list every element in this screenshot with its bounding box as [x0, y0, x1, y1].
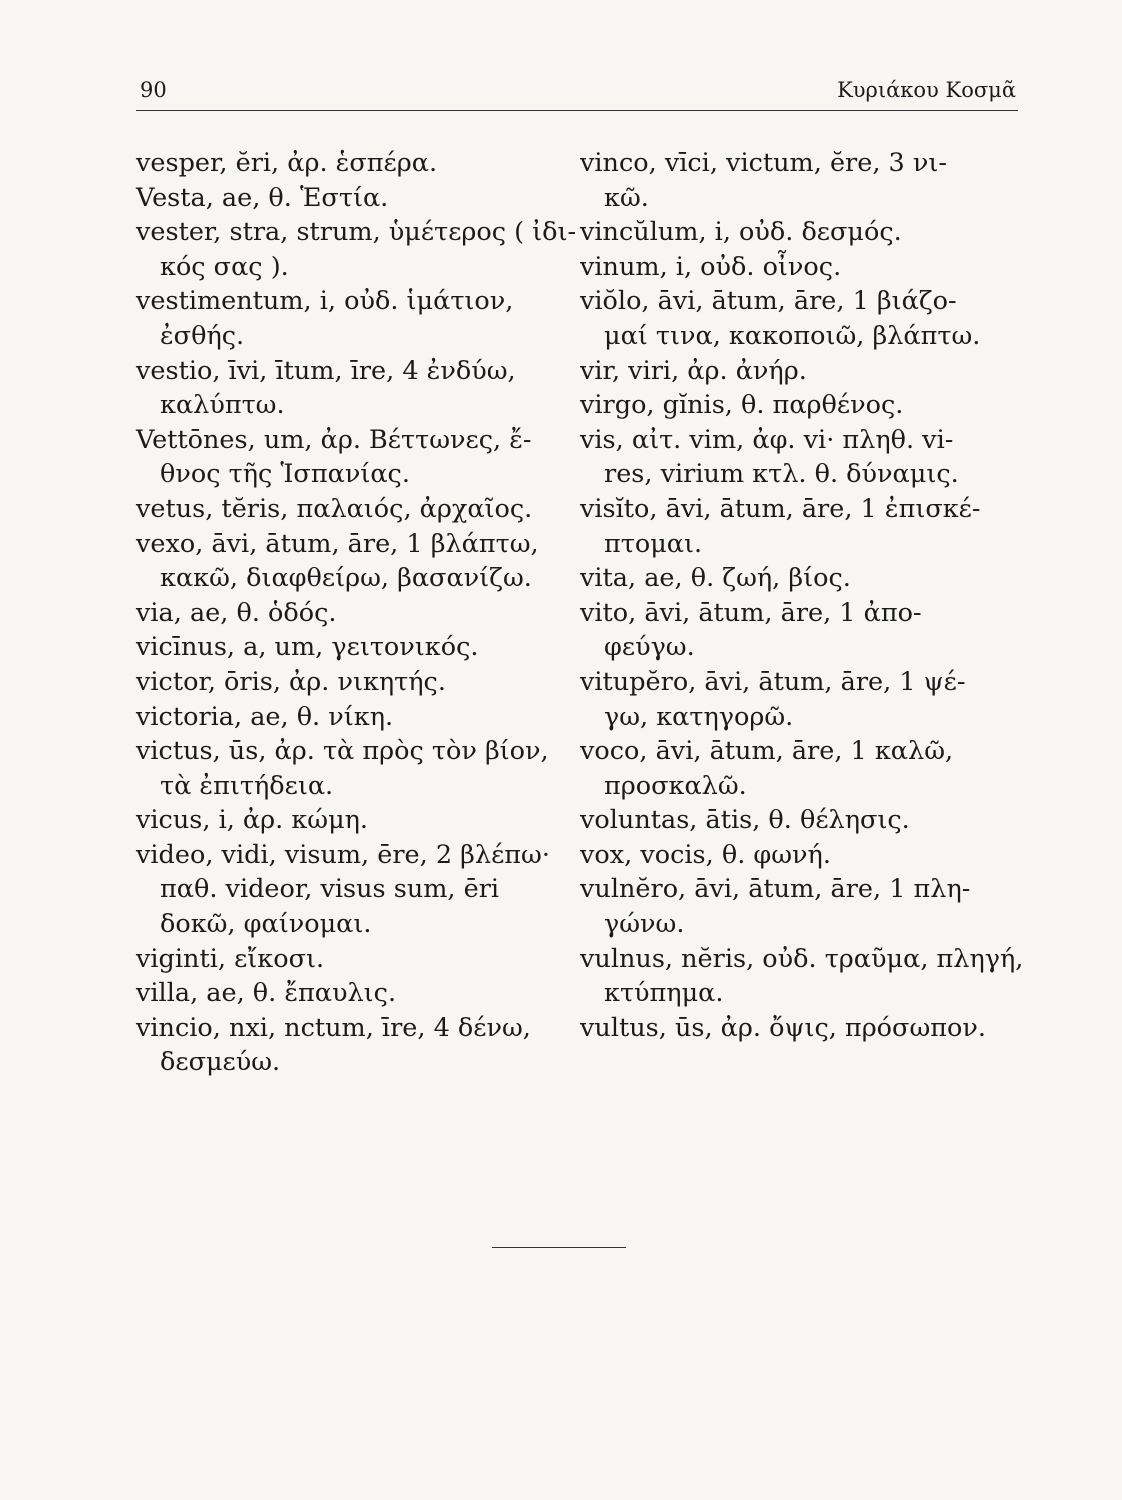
entry-continuation: κτύπημα. — [604, 978, 724, 1009]
entry-continuation: προσκαλῶ. — [604, 770, 747, 801]
dictionary-entry — [580, 423, 1020, 492]
entry-continuation: ἐσθής. — [160, 320, 245, 351]
entry-headline: vinco, vīci, victum, ĕre, 3 νι- — [580, 148, 947, 178]
running-head: Κυριάκου Κοσμᾶ — [837, 78, 1016, 102]
entry-headline: vetus, tĕris, παλαιός, ἀρχαῖος. — [136, 493, 533, 524]
dictionary-entry — [580, 838, 1020, 873]
dictionary-entry — [136, 1011, 566, 1080]
entry-headline: vulnus, nĕris, οὐδ. τραῦμα, πληγή, — [580, 943, 1024, 974]
entry-headline: Vettōnes, um, ἀρ. Βέττωνες, ἔ- — [136, 424, 532, 455]
end-rule — [492, 1247, 626, 1248]
dictionary-entry — [580, 284, 1020, 353]
entry-headline: viŏlo, āvi, ātum, āre, 1 βιάζο- — [580, 286, 957, 317]
entry-continuation: κῶ. — [604, 182, 649, 213]
dictionary-entry — [136, 700, 566, 735]
dictionary-entry — [136, 354, 566, 423]
entry-continuation: πτομαι. — [604, 528, 703, 559]
entry-headline: Vesta, ae, θ. Ἑστία. — [136, 182, 389, 213]
dictionary-entry — [580, 734, 1020, 803]
dictionary-entry — [136, 630, 566, 665]
entry-headline: vicus, i, ἀρ. κώμη. — [136, 805, 369, 836]
dictionary-entry — [136, 596, 566, 631]
dictionary-entry — [580, 942, 1024, 1011]
entry-headline: virgo, gĭnis, θ. παρθένος. — [580, 390, 904, 421]
entry-continuation: τὰ ἐπιτήδεια. — [160, 770, 334, 801]
page-number: 90 — [140, 78, 167, 102]
entry-headline: victoria, ae, θ. νίκη. — [136, 701, 394, 732]
dictionary-entry — [136, 976, 566, 1011]
entry-headline: victus, ūs, ἀρ. τὰ πρὸς τὸν βίον, — [136, 736, 549, 767]
entry-headline: vulnĕro, āvi, ātum, āre, 1 πλη- — [580, 874, 971, 905]
entry-headline: via, ae, θ. ὁδός. — [136, 597, 337, 628]
dictionary-entry — [580, 492, 1020, 561]
entry-headline: vinum, i, οὐδ. οἶνος. — [580, 251, 842, 282]
dictionary-entry — [136, 181, 566, 216]
dictionary-entry — [580, 872, 1020, 941]
dictionary-entry — [136, 803, 566, 838]
entry-continuation: γω, κατηγορῶ. — [604, 701, 794, 732]
entry-headline: viginti, εἴκοσι. — [136, 943, 325, 974]
entry-headline: vexo, āvi, ātum, āre, 1 βλάπτω, — [136, 528, 539, 559]
dictionary-entry — [580, 596, 1020, 665]
dictionary-entry — [580, 388, 1020, 423]
entry-continuation: θνος τῆς Ἱσπανίας. — [160, 459, 410, 490]
entry-continuation: φεύγω. — [604, 632, 695, 663]
dictionary-entry — [580, 803, 1020, 838]
entry-headline: video, vidi, visum, ēre, 2 βλέπω· — [136, 839, 550, 870]
dictionary-entry — [580, 561, 1020, 596]
dictionary-entry — [580, 250, 1020, 285]
entry-continuation: παθ. videor, visus sum, ēri — [160, 874, 500, 905]
dictionary-entry — [136, 942, 566, 977]
page-header — [136, 74, 1018, 111]
dictionary-entry — [580, 215, 1020, 250]
dictionary-entry — [136, 665, 566, 700]
entry-continuation: δεσμεύω. — [160, 1047, 281, 1078]
entry-headline: vito, āvi, ātum, āre, 1 ἀπο- — [580, 597, 922, 628]
left-column — [136, 146, 577, 1080]
entry-headline: vita, ae, θ. ζωή, βίος. — [580, 563, 851, 594]
entry-headline: vicīnus, a, um, γειτονικός. — [136, 632, 479, 663]
dictionary-entry — [136, 284, 566, 353]
right-column — [580, 146, 1024, 1045]
entry-headline: vester, stra, strum, ὑμέτερος ( ἰδι- — [136, 217, 577, 248]
dictionary-entry — [136, 838, 566, 942]
dictionary-entry — [136, 527, 566, 596]
entry-headline: vincio, nxi, nctum, īre, 4 δένω, — [136, 1012, 531, 1043]
entry-headline: vis, αἰτ. vim, ἀφ. vi· πληθ. vi- — [580, 424, 954, 455]
dictionary-entry — [136, 734, 566, 803]
entry-headline: voco, āvi, ātum, āre, 1 καλῶ, — [580, 736, 954, 767]
entry-continuation: μαί τινα, κακοποιῶ, βλάπτω. — [604, 320, 981, 351]
entry-headline: vesper, ĕri, ἀρ. ἑσπέρα. — [136, 148, 438, 178]
entry-continuation: δοκῶ, φαίνομαι. — [160, 909, 372, 940]
dictionary-entry — [136, 146, 566, 181]
entry-headline: villa, ae, θ. ἔπαυλις. — [136, 978, 397, 1009]
entry-continuation: γώνω. — [604, 909, 685, 940]
entry-continuation: κός σας ). — [160, 251, 289, 282]
entry-headline: vox, vocis, θ. φωνή. — [580, 839, 831, 870]
entry-continuation: res, virium κτλ. θ. δύναμις. — [604, 459, 959, 490]
dictionary-entry — [136, 492, 566, 527]
dictionary-entry — [580, 1011, 1020, 1046]
entry-continuation: κακῶ, διαφθείρω, βασανίζω. — [160, 563, 532, 594]
entry-headline: vir, viri, ἀρ. ἀνήρ. — [580, 355, 807, 386]
entry-headline: vultus, ūs, ἀρ. ὄψις, πρόσωπον. — [580, 1012, 986, 1043]
entry-headline: vestio, īvi, ītum, īre, 4 ἐνδύω, — [136, 355, 516, 386]
dictionary-entry — [580, 665, 1020, 734]
entry-continuation: καλύπτω. — [160, 390, 285, 421]
dictionary-entry — [580, 146, 1020, 215]
entry-headline: victor, ōris, ἀρ. νικητής. — [136, 666, 446, 697]
entry-headline: visĭto, āvi, ātum, āre, 1 ἐπισκέ- — [580, 493, 981, 524]
entry-headline: voluntas, ātis, θ. θέλησις. — [580, 805, 910, 836]
dictionary-entry — [136, 215, 577, 284]
entry-headline: vitupĕro, āvi, ātum, āre, 1 ψέ- — [580, 666, 966, 697]
entry-headline: vestimentum, i, οὐδ. ἱμάτιον, — [136, 286, 514, 317]
dictionary-entry — [580, 354, 1020, 389]
entry-headline: vincŭlum, i, οὐδ. δεσμός. — [580, 217, 902, 248]
dictionary-entry — [136, 423, 566, 492]
